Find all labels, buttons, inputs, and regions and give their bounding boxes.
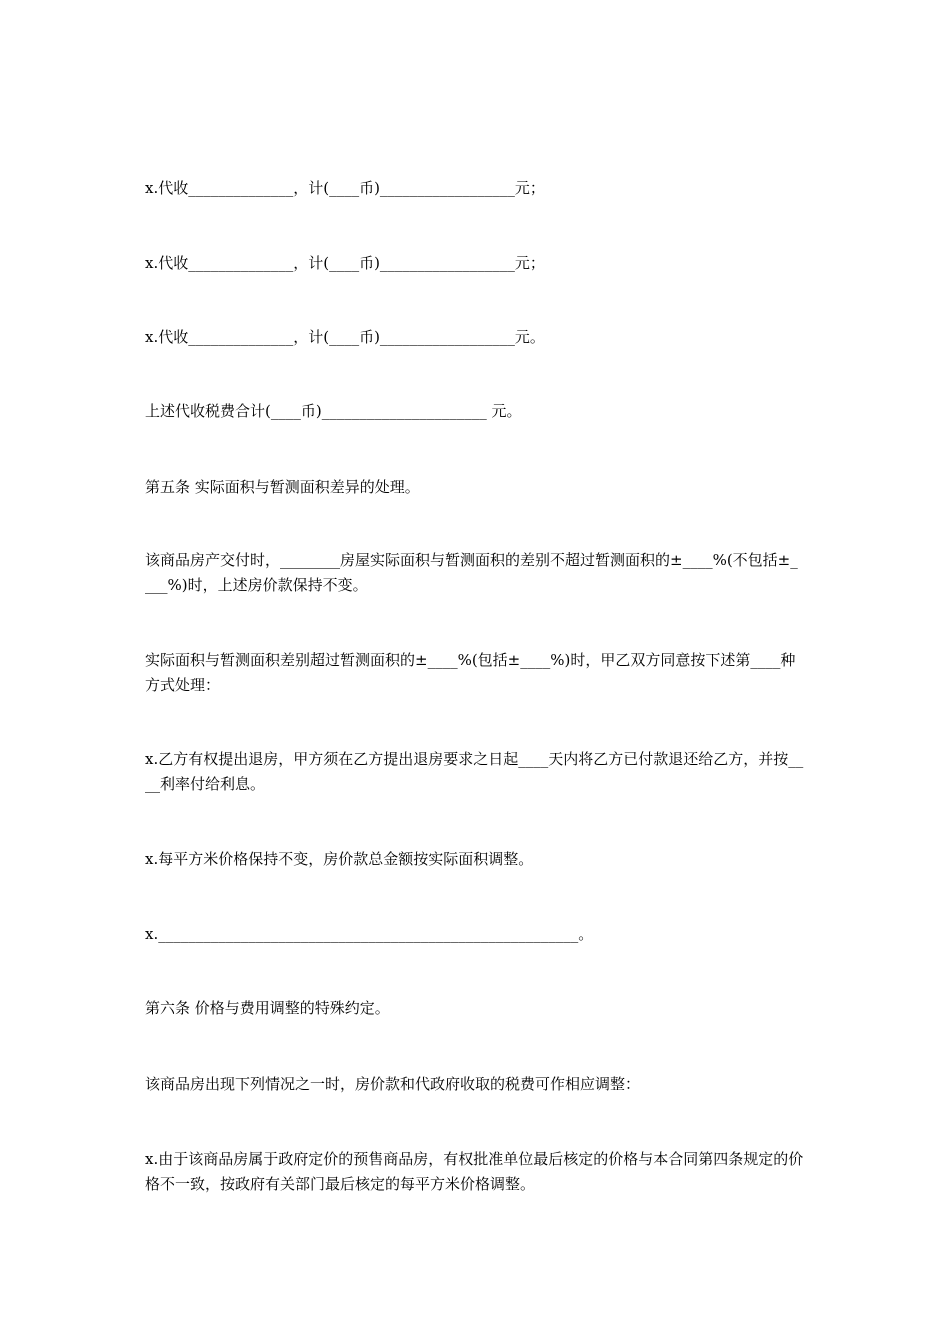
area-exceed-clause: 实际面积与暂测面积差别超过暂测面积的±____%(包括±____%)时，甲乙双方同意按下述第____种方式处理：	[145, 651, 796, 694]
option-blank: x.________________________________________________________。	[145, 925, 594, 943]
article-5-heading: 第五条 实际面积与暂测面积差异的处理。	[145, 478, 420, 496]
article-6-heading: 第六条 价格与费用调整的特殊约定。	[145, 999, 390, 1017]
option-refund: x.乙方有权提出退房，甲方须在乙方提出退房要求之日起____天内将乙方已付款退还给乙方，并按____利率付给利息。	[145, 750, 804, 793]
tax-collection-total: 上述代收税费合计(____币)______________________ 元。	[145, 402, 522, 420]
tax-collection-item-3: x.代收______________，计(____币)__________________元。	[145, 328, 545, 346]
option-price-adjust: x.每平方米价格保持不变，房价款总金额按实际面积调整。	[145, 850, 534, 868]
government-pricing-item: x.由于该商品房属于政府定价的预售商品房，有权批准单位最后核定的价格与本合同第四条规定的价格不一致，按政府有关部门最后核定的每平方米价格调整。	[145, 1150, 804, 1193]
area-difference-clause: 该商品房产交付时，________房屋实际面积与暂测面积的差别不超过暂测面积的±____%(不包括±____%)时，上述房价款保持不变。	[145, 551, 798, 594]
tax-collection-item-1: x.代收______________，计(____币)__________________元；	[145, 179, 545, 197]
adjustment-conditions-intro: 该商品房出现下列情况之一时，房价款和代政府收取的税费可作相应调整：	[145, 1075, 641, 1093]
tax-collection-item-2: x.代收______________，计(____币)__________________元；	[145, 254, 545, 272]
